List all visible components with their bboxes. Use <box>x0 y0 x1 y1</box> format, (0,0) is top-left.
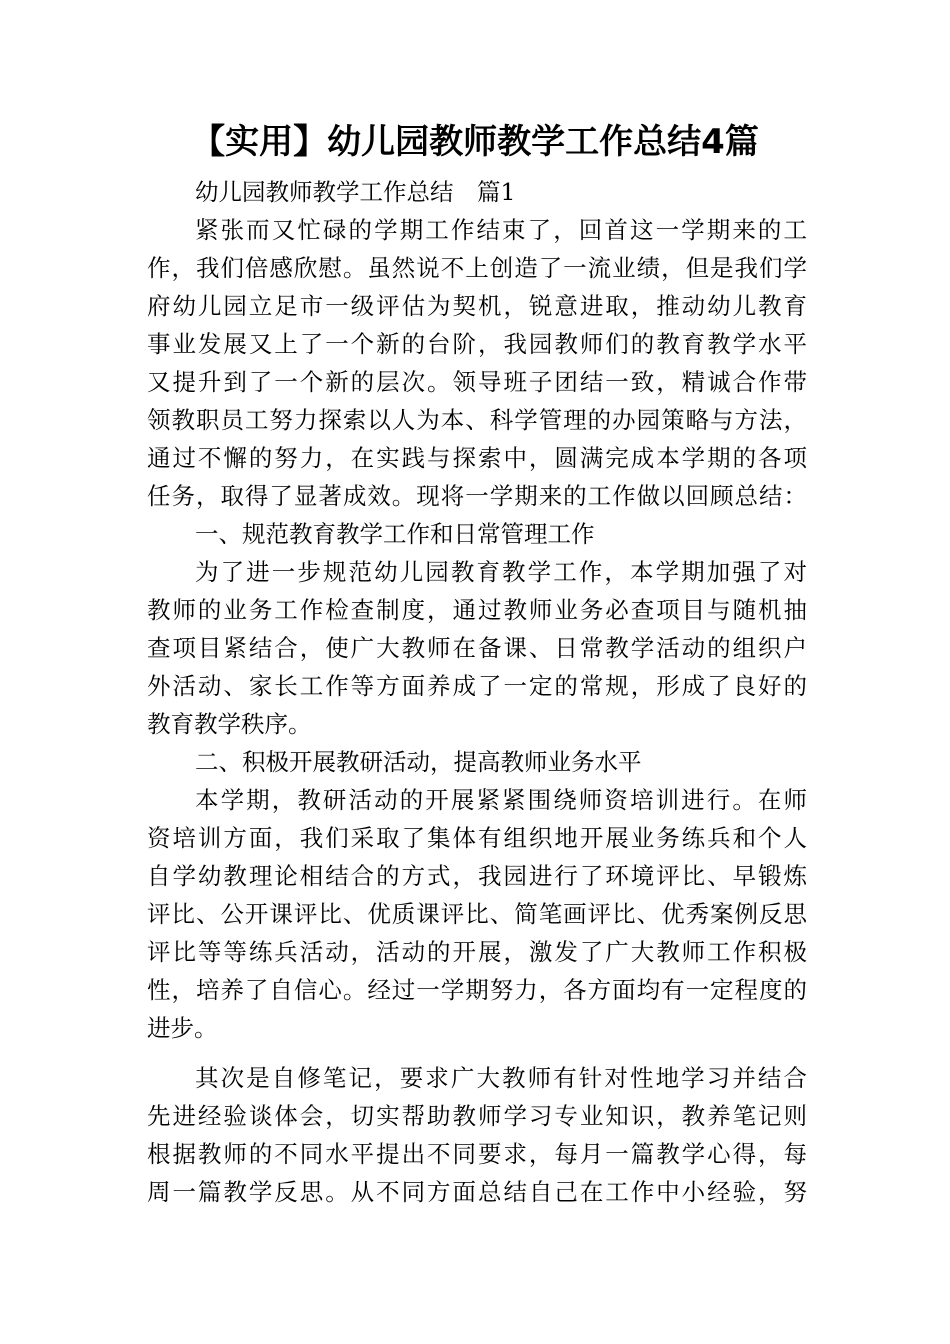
paragraph-line: 先进经验谈体会，切实帮助教师学习专业知识，教养笔记则 <box>147 1102 807 1130</box>
section-heading: 一、规范教育教学工作和日常管理工作 <box>195 520 595 548</box>
paragraph-line: 为了进一步规范幼儿园教育教学工作，本学期加强了对 <box>195 558 807 586</box>
paragraph-line: 教师的业务工作检查制度，通过教师业务必查项目与随机抽 <box>147 596 807 624</box>
paragraph-line: 其次是自修笔记，要求广大教师有针对性地学习并结合 <box>195 1064 807 1092</box>
paragraph-line: 根据教师的不同水平提出不同要求，每月一篇教学心得，每 <box>147 1140 807 1168</box>
section-heading: 幼儿园教师教学工作总结 篇1 <box>195 178 516 206</box>
document-body <box>147 173 807 1211</box>
section-heading: 二、积极开展教研活动，提高教师业务水平 <box>195 748 642 776</box>
paragraph-line: 事业发展又上了一个新的台阶，我园教师们的教育教学水平 <box>147 330 807 358</box>
paragraph-line: 周一篇教学反思。从不同方面总结自己在工作中小经验，努 <box>147 1178 807 1206</box>
document-title: 【实用】幼儿园教师教学工作总结4篇 <box>191 122 759 162</box>
paragraph-line: 教育教学秩序。 <box>147 710 312 738</box>
paragraph-line: 领教职员工努力探索以人为本、科学管理的办园策略与方法， <box>147 406 807 434</box>
paragraph-line: 紧张而又忙碌的学期工作结束了，回首这一学期来的工 <box>195 216 807 244</box>
paragraph-line: 任务，取得了显著成效。现将一学期来的工作做以回顾总结： <box>147 482 807 510</box>
paragraph-line: 评比、公开课评比、优质课评比、简笔画评比、优秀案例反思 <box>147 900 807 928</box>
paragraph-line: 查项目紧结合，使广大教师在备课、日常教学活动的组织户 <box>147 634 807 662</box>
paragraph-line: 评比等等练兵活动，活动的开展，激发了广大教师工作积极 <box>147 938 807 966</box>
paragraph-line: 资培训方面，我们采取了集体有组织地开展业务练兵和个人 <box>147 824 807 852</box>
paragraph-line: 作，我们倍感欣慰。虽然说不上创造了一流业绩，但是我们学 <box>147 254 807 282</box>
paragraph-line: 外活动、家长工作等方面养成了一定的常规，形成了良好的 <box>147 672 807 700</box>
paragraph-line: 本学期，教研活动的开展紧紧围绕师资培训进行。在师 <box>195 786 807 814</box>
paragraph-line: 进步。 <box>147 1014 218 1042</box>
paragraph-line: 府幼儿园立足市一级评估为契机，锐意进取，推动幼儿教育 <box>147 292 807 320</box>
paragraph-line: 通过不懈的努力，在实践与探索中，圆满完成本学期的各项 <box>147 444 807 472</box>
paragraph-line: 又提升到了一个新的层次。领导班子团结一致，精诚合作带 <box>147 368 807 396</box>
paragraph-line: 自学幼教理论相结合的方式，我园进行了环境评比、早锻炼 <box>147 862 807 890</box>
paragraph-line: 性，培养了自信心。经过一学期努力，各方面均有一定程度的 <box>147 976 807 1004</box>
